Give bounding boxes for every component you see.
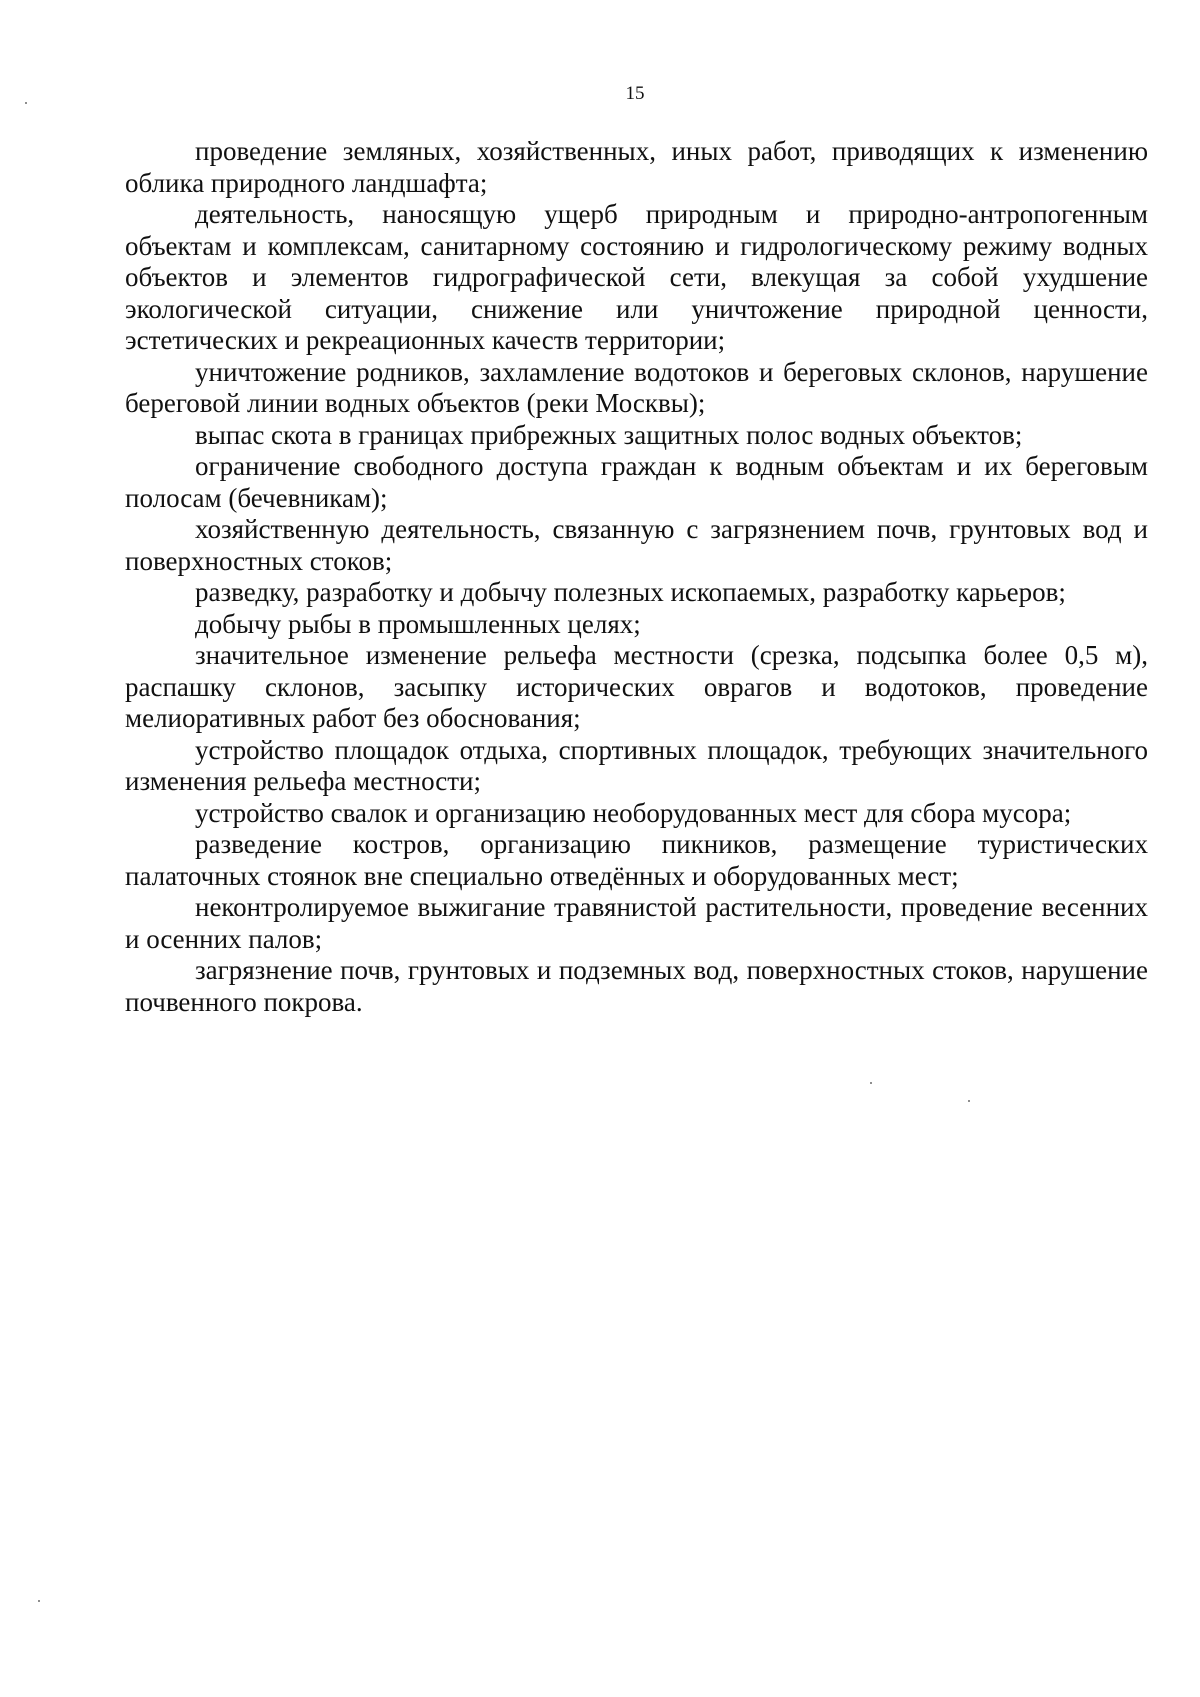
scan-speck: [870, 1082, 872, 1084]
list-item: добычу рыбы в промышленных целях;: [195, 608, 641, 639]
list-item: неконтролируемое выжигание травянистой растительности, проведение весенних и осенних палов;: [125, 892, 1148, 954]
list-item: значительное изменение рельефа местности (срезка, подсыпка более 0,5 м), распашку склонов, засыпку исторических оврагов и водотоков, проведение мелиоративных работ без обоснования;: [125, 640, 1148, 733]
scan-speck: [968, 1100, 970, 1102]
scan-speck: [38, 1600, 40, 1602]
list-item: хозяйственную деятельность, связанную с загрязнением почв, грунтовых вод и поверхностных стоков;: [125, 514, 1148, 576]
list-item: разведение костров, организацию пикников, размещение туристических палаточных стоянок вне специально отведённых и оборудованных мест;: [125, 829, 1148, 891]
body-text: [125, 136, 1148, 1018]
list-item: уничтожение родников, захламление водотоков и береговых склонов, нарушение береговой линии водных объектов (реки Москвы);: [125, 356, 1148, 418]
list-item: деятельность, наносящую ущерб природным и природно-антропогенным объектам и комплексам, санитарному состоянию и гидрологическому режиму водных объектов и элементов гидрографической сети, влекущая за собой ухудшение экологической ситуации, снижение или уничтожение природной ценности, эстетических и рекреационных качеств территории;: [125, 199, 1148, 355]
list-item: выпас скота в границах прибрежных защитных полос водных объектов;: [195, 419, 1023, 450]
list-item: проведение земляных, хозяйственных, иных работ, приводящих к изменению облика природного ландшафта;: [125, 136, 1148, 198]
list-item: загрязнение почв, грунтовых и подземных вод, поверхностных стоков, нарушение почвенного покрова.: [125, 955, 1148, 1017]
list-item: устройство свалок и организацию необорудованных мест для сбора мусора;: [195, 797, 1072, 828]
scan-speck: [25, 102, 27, 104]
list-item: разведку, разработку и добычу полезных ископаемых, разработку карьеров;: [195, 577, 1066, 607]
list-item: устройство площадок отдыха, спортивных площадок, требующих значительного изменения рельефа местности;: [125, 734, 1148, 796]
page-number: 15: [625, 83, 645, 104]
list-item: ограничение свободного доступа граждан к водным объектам и их береговым полосам (бечевникам);: [125, 451, 1148, 513]
